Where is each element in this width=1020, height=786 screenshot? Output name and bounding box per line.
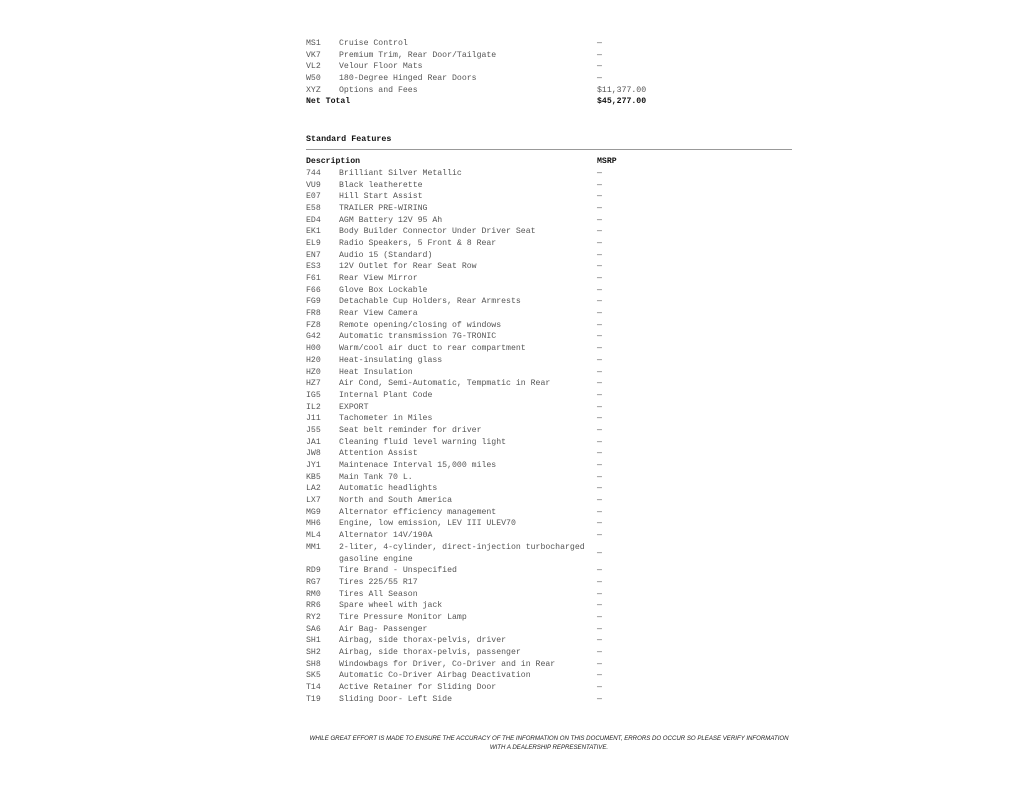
section-divider xyxy=(306,149,792,150)
table-row xyxy=(306,425,792,437)
window-sticker-page xyxy=(306,38,792,705)
table-row xyxy=(306,168,792,180)
item-code: J55 xyxy=(306,425,321,435)
item-msrp: — xyxy=(597,390,602,400)
item-code: MG9 xyxy=(306,507,321,517)
disclaimer-footer: WHILE GREAT EFFORT IS MADE TO ENSURE THE ACCURACY OF THE INFORMATION ON THIS DOCUMENT, ERRORS DO OCCUR SO PLEASE VERIFY INFORMATION WITH A DEALERSHIP REPRESENTATIVE. xyxy=(309,735,789,751)
item-code: F66 xyxy=(306,285,321,295)
table-row xyxy=(306,694,792,706)
item-description: Internal Plant Code xyxy=(339,390,433,400)
net-total-row xyxy=(306,96,792,108)
item-msrp: — xyxy=(597,472,602,482)
table-row xyxy=(306,577,792,589)
item-description: Alternator efficiency management xyxy=(339,507,497,517)
item-msrp: — xyxy=(597,612,602,622)
item-msrp: — xyxy=(597,648,602,658)
item-description: Alternator 14V/190A xyxy=(339,531,433,541)
table-row xyxy=(306,682,792,694)
item-code: IG5 xyxy=(306,390,321,400)
item-msrp: — xyxy=(597,274,602,283)
item-msrp: — xyxy=(597,659,602,669)
table-row xyxy=(306,355,792,367)
table-row xyxy=(306,343,792,355)
table-row xyxy=(306,180,792,192)
item-code: RR6 xyxy=(306,601,321,611)
item-code: H00 xyxy=(306,344,321,354)
item-msrp: $11,377.00 xyxy=(597,85,647,95)
table-row xyxy=(306,659,792,671)
item-code: ED4 xyxy=(306,215,321,225)
item-msrp: — xyxy=(597,180,602,190)
item-msrp: — xyxy=(597,531,602,541)
table-row xyxy=(306,215,792,227)
item-code: SH8 xyxy=(306,659,321,669)
item-description: North and South America xyxy=(339,496,453,506)
item-code: XYZ xyxy=(306,85,321,95)
item-code: LX7 xyxy=(306,496,321,506)
item-msrp: — xyxy=(597,601,602,611)
table-row xyxy=(306,226,792,238)
item-description: Cleaning fluid level warning light xyxy=(339,437,507,447)
item-description: Tire Brand - Unspecified xyxy=(339,566,457,576)
item-description: Automatic Co-Driver Airbag Deactivation xyxy=(339,671,531,681)
table-row xyxy=(306,612,792,624)
item-msrp: — xyxy=(597,39,602,48)
table-row xyxy=(306,600,792,612)
item-description: Cruise Control xyxy=(339,39,408,48)
item-code: EL9 xyxy=(306,238,321,248)
item-code: F61 xyxy=(306,274,321,283)
item-code: H20 xyxy=(306,355,321,365)
item-msrp: — xyxy=(597,367,602,377)
table-row xyxy=(306,460,792,472)
item-description: Brilliant Silver Metallic xyxy=(339,168,462,178)
item-description: Options and Fees xyxy=(339,85,418,95)
table-row xyxy=(306,296,792,308)
item-description: Attention Assist xyxy=(339,449,418,459)
item-msrp: — xyxy=(597,671,602,681)
item-description: Detachable Cup Holders, Rear Armrests xyxy=(339,297,521,307)
item-description: 2-liter, 4-cylinder, direct-injection turbocharged gasoline engine xyxy=(339,542,585,564)
item-code: RM0 xyxy=(306,589,321,599)
table-row xyxy=(306,670,792,682)
item-description: Sliding Door- Left Side xyxy=(339,694,453,704)
item-msrp: — xyxy=(597,355,602,365)
item-msrp: — xyxy=(597,496,602,506)
table-row xyxy=(306,85,792,97)
table-row xyxy=(306,530,792,542)
standard-features-header-row xyxy=(306,156,792,168)
item-description: Premium Trim, Rear Door/Tailgate xyxy=(339,50,497,60)
item-description: Warm/cool air duct to rear compartment xyxy=(339,344,526,354)
item-msrp: — xyxy=(597,548,602,558)
table-row xyxy=(306,507,792,519)
item-msrp: — xyxy=(597,168,602,178)
item-code: SA6 xyxy=(306,624,321,634)
table-row xyxy=(306,273,792,285)
item-description: Engine, low emission, LEV III ULEV70 xyxy=(339,519,516,529)
item-description: Tires 225/55 R17 xyxy=(339,577,418,587)
table-row xyxy=(306,448,792,460)
item-msrp: — xyxy=(597,332,602,342)
item-description: AGM Battery 12V 95 Ah xyxy=(339,215,443,225)
item-code: MS1 xyxy=(306,39,321,48)
table-row xyxy=(306,308,792,320)
table-row xyxy=(306,250,792,262)
table-row xyxy=(306,483,792,495)
item-msrp: — xyxy=(597,484,602,494)
net-total-label: Net Total xyxy=(306,97,351,107)
table-row xyxy=(306,495,792,507)
item-description: Radio Speakers, 5 Front & 8 Rear xyxy=(339,238,497,248)
item-msrp: — xyxy=(597,285,602,295)
table-row xyxy=(306,285,792,297)
item-description: EXPORT xyxy=(339,402,369,412)
item-msrp: — xyxy=(597,507,602,517)
table-row xyxy=(306,61,792,73)
table-row xyxy=(306,191,792,203)
item-code: E58 xyxy=(306,203,321,213)
item-code: FG9 xyxy=(306,297,321,307)
item-description: Active Retainer for Sliding Door xyxy=(339,683,497,693)
item-code: ES3 xyxy=(306,262,321,272)
item-description: Black leatherette xyxy=(339,180,423,190)
item-description: Tachometer in Miles xyxy=(339,414,433,424)
item-code: VL2 xyxy=(306,62,321,72)
item-description: Automatic transmission 7G-TRONIC xyxy=(339,332,497,342)
item-code: 744 xyxy=(306,168,321,178)
item-description: Audio 15 (Standard) xyxy=(339,250,433,260)
table-row xyxy=(306,261,792,273)
item-code: SH2 xyxy=(306,648,321,658)
item-description: Automatic headlights xyxy=(339,484,438,494)
item-description: Main Tank 70 L. xyxy=(339,472,413,482)
item-code: RD9 xyxy=(306,566,321,576)
item-description: Heat-insulating glass xyxy=(339,355,443,365)
table-row xyxy=(306,518,792,530)
item-description: Air Cond, Semi-Automatic, Tempmatic in Rear xyxy=(339,379,551,389)
item-code: SK5 xyxy=(306,671,321,681)
item-msrp: — xyxy=(597,461,602,470)
item-msrp: — xyxy=(597,227,602,237)
item-msrp: — xyxy=(597,437,602,447)
item-description: 12V Outlet for Rear Seat Row xyxy=(339,262,477,272)
item-description: Airbag, side thorax-pelvis, passenger xyxy=(339,648,521,658)
table-row xyxy=(306,238,792,250)
item-code: ML4 xyxy=(306,531,321,541)
table-row xyxy=(306,589,792,601)
item-description: Glove Box Lockable xyxy=(339,285,428,295)
item-msrp: — xyxy=(597,402,602,412)
item-description: Tires All Season xyxy=(339,589,418,599)
item-description: Body Builder Connector Under Driver Seat xyxy=(339,227,536,237)
item-description: Seat belt reminder for driver xyxy=(339,425,482,435)
item-description: Airbag, side thorax-pelvis, driver xyxy=(339,636,507,646)
item-description: Spare wheel with jack xyxy=(339,601,443,611)
item-code: SH1 xyxy=(306,636,321,646)
item-code: E07 xyxy=(306,192,321,202)
item-description: Tire Pressure Monitor Lamp xyxy=(339,612,467,622)
item-code: W50 xyxy=(306,74,321,84)
item-code: T19 xyxy=(306,694,321,704)
item-msrp: — xyxy=(597,262,602,272)
item-code: JA1 xyxy=(306,437,321,447)
column-header-description: Description xyxy=(306,157,361,167)
item-description: 180-Degree Hinged Rear Doors xyxy=(339,74,477,84)
table-row xyxy=(306,565,792,577)
standard-features-table xyxy=(306,168,792,706)
item-msrp: — xyxy=(597,519,602,529)
item-code: HZ7 xyxy=(306,379,321,389)
item-msrp: — xyxy=(597,636,602,646)
table-row xyxy=(306,624,792,636)
item-msrp: — xyxy=(597,62,602,72)
item-msrp: — xyxy=(597,320,602,330)
table-row xyxy=(306,50,792,62)
item-code: IL2 xyxy=(306,402,321,412)
table-row xyxy=(306,367,792,379)
item-code: LA2 xyxy=(306,484,321,494)
item-code: FR8 xyxy=(306,309,321,319)
item-description: Velour Floor Mats xyxy=(339,62,423,72)
table-row xyxy=(306,203,792,215)
item-description: Air Bag- Passenger xyxy=(339,624,428,634)
item-msrp: — xyxy=(597,414,602,424)
item-msrp: — xyxy=(597,250,602,260)
item-msrp: — xyxy=(597,589,602,599)
table-row xyxy=(306,542,792,565)
item-code: VU9 xyxy=(306,180,321,190)
column-header-msrp: MSRP xyxy=(597,157,617,167)
item-msrp: — xyxy=(597,624,602,634)
item-code: JY1 xyxy=(306,461,321,470)
item-msrp: — xyxy=(597,694,602,704)
item-code: JW8 xyxy=(306,449,321,459)
item-description: Hill Start Assist xyxy=(339,192,423,202)
item-msrp: — xyxy=(597,50,602,60)
item-msrp: — xyxy=(597,215,602,225)
table-row xyxy=(306,402,792,414)
item-msrp: — xyxy=(597,425,602,435)
table-row xyxy=(306,38,792,50)
table-row xyxy=(306,647,792,659)
table-row xyxy=(306,635,792,647)
item-msrp: — xyxy=(597,238,602,248)
item-msrp: — xyxy=(597,566,602,576)
item-description: Maintenace Interval 15,000 miles xyxy=(339,461,497,470)
item-code: MM1 xyxy=(306,542,321,552)
item-msrp: — xyxy=(597,449,602,459)
table-row xyxy=(306,437,792,449)
item-code: RY2 xyxy=(306,612,321,622)
item-code: G42 xyxy=(306,332,321,342)
item-description: Heat Insulation xyxy=(339,367,413,377)
table-row xyxy=(306,390,792,402)
options-table xyxy=(306,38,792,96)
item-code: MH6 xyxy=(306,519,321,529)
item-msrp: — xyxy=(597,577,602,587)
item-description: Rear View Mirror xyxy=(339,274,418,283)
item-msrp: — xyxy=(597,683,602,693)
item-description: Rear View Camera xyxy=(339,309,418,319)
item-msrp: — xyxy=(597,74,602,84)
item-code: T14 xyxy=(306,683,321,693)
table-row xyxy=(306,320,792,332)
item-code: RG7 xyxy=(306,577,321,587)
table-row xyxy=(306,413,792,425)
item-code: VK7 xyxy=(306,50,321,60)
item-description: TRAILER PRE-WIRING xyxy=(339,203,428,213)
item-msrp: — xyxy=(597,297,602,307)
item-msrp: — xyxy=(597,203,602,213)
item-code: HZ0 xyxy=(306,367,321,377)
item-msrp: — xyxy=(597,344,602,354)
table-row xyxy=(306,378,792,390)
net-total-value: $45,277.00 xyxy=(597,97,647,107)
item-code: KB5 xyxy=(306,472,321,482)
item-description: Windowbags for Driver, Co-Driver and in Rear xyxy=(339,659,556,669)
item-code: FZ8 xyxy=(306,320,321,330)
item-code: J11 xyxy=(306,414,321,424)
table-row xyxy=(306,73,792,85)
item-msrp: — xyxy=(597,309,602,319)
item-code: EN7 xyxy=(306,250,321,260)
item-code: EK1 xyxy=(306,227,321,237)
item-description: Remote opening/closing of windows xyxy=(339,320,502,330)
table-row xyxy=(306,331,792,343)
table-row xyxy=(306,472,792,484)
item-msrp: — xyxy=(597,192,602,202)
item-msrp: — xyxy=(597,379,602,389)
section-title-standard-features: Standard Features xyxy=(306,134,392,145)
